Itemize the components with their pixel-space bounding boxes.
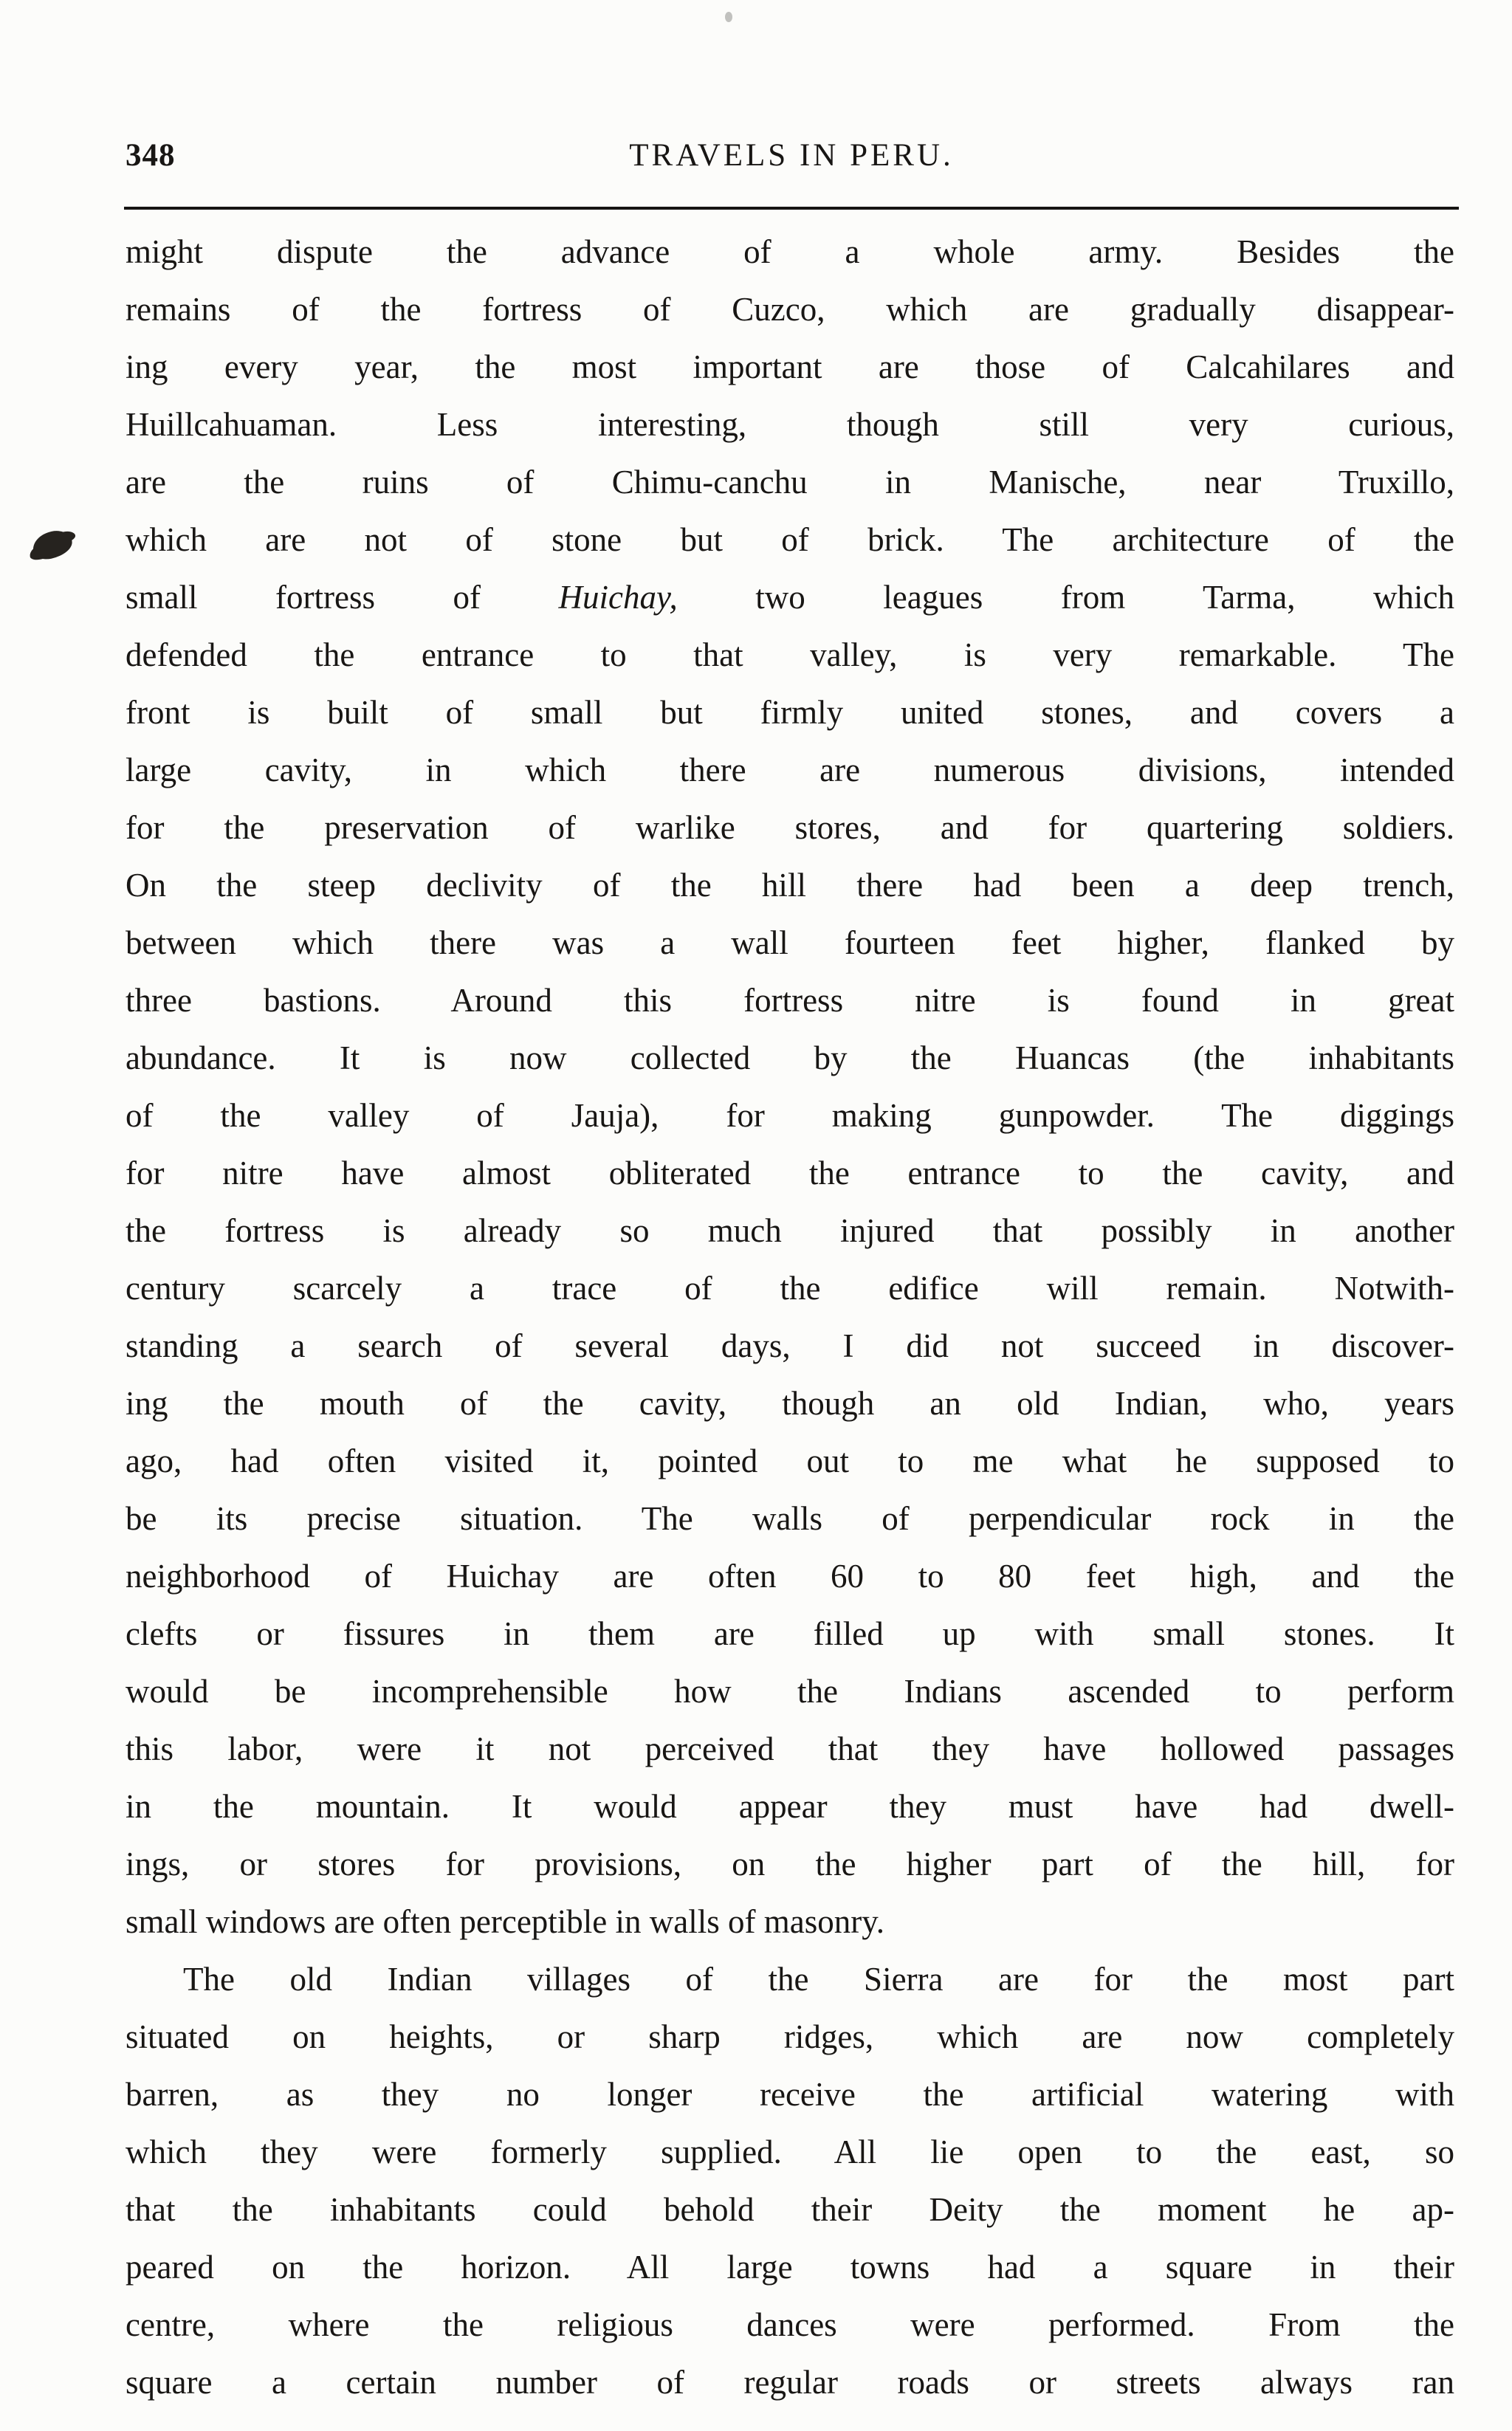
- text-line: this labor, were it not perceived that they have hollowed passages: [126, 1730, 1454, 1767]
- text-line: abundance. It is now collected by the Huancas (the inhabitants: [126, 1039, 1454, 1076]
- text-line: century scarcely a trace of the edifice will remain. Notwith-: [126, 1270, 1454, 1307]
- text-line: barren, as they no longer receive the artificial watering with: [126, 2076, 1454, 2113]
- text-line: would be incomprehensible how the Indians ascended to perform: [126, 1673, 1454, 1710]
- text-line: that the inhabitants could behold their Deity the moment he ap-: [126, 2191, 1454, 2228]
- margin-ink-blot: [30, 528, 75, 562]
- text-line: for nitre have almost obliterated the entrance to the cavity, and: [126, 1155, 1454, 1192]
- text-line: defended the entrance to that valley, is very remarkable. The: [126, 636, 1454, 673]
- text-line: are the ruins of Chimu-canchu in Manische, near Truxillo,: [126, 464, 1454, 501]
- text-line: The old Indian villages of the Sierra are for the most part: [183, 1961, 1454, 1998]
- text-line: small windows are often perceptible in walls of masonry.: [126, 1903, 885, 1940]
- text-line: Huillcahuaman. Less interesting, though still very curious,: [126, 406, 1454, 443]
- text-line: three bastions. Around this fortress nitre is found in great: [126, 982, 1454, 1019]
- text-line: which they were formerly supplied. All lie open to the east, so: [126, 2133, 1454, 2170]
- text-line: centre, where the religious dances were performed. From the: [126, 2306, 1454, 2343]
- text-line: square a certain number of regular roads or streets always ran: [126, 2364, 1454, 2401]
- text-line: which are not of stone but of brick. The architecture of the: [126, 521, 1454, 558]
- running-head-title: TRAVELS IN PERU.: [629, 138, 954, 173]
- text-line: between which there was a wall fourteen feet higher, flanked by: [126, 924, 1454, 961]
- text-line: in the mountain. It would appear they must have had dwell-: [126, 1788, 1454, 1825]
- text-line: might dispute the advance of a whole army. Besides the: [126, 233, 1454, 270]
- text-line: front is built of small but firmly united stones, and covers a: [126, 694, 1454, 731]
- text-line: ing every year, the most important are those of Calcahilares and: [126, 348, 1454, 385]
- text-line: standing a search of several days, I did not succeed in discover-: [126, 1327, 1454, 1364]
- text-line: situated on heights, or sharp ridges, which are now completely: [126, 2018, 1454, 2055]
- text-line: the fortress is already so much injured that possibly in another: [126, 1212, 1454, 1249]
- text-line: of the valley of Jauja), for making gunpowder. The diggings: [126, 1097, 1454, 1134]
- text-line: ings, or stores for provisions, on the higher part of the hill, for: [126, 1846, 1454, 1882]
- text-line: small fortress of Huichay, two leagues from Tarma, which: [126, 579, 1454, 616]
- page-speck: [725, 12, 732, 22]
- text-line: clefts or fissures in them are filled up with small stones. It: [126, 1615, 1454, 1652]
- text-line: On the steep declivity of the hill there had been a deep trench,: [126, 867, 1454, 904]
- text-line: peared on the horizon. All large towns had a square in their: [126, 2249, 1454, 2286]
- text-block: [126, 223, 1454, 2411]
- text-line: be its precise situation. The walls of perpendicular rock in the: [126, 1500, 1454, 1537]
- page-header: [126, 137, 1457, 185]
- text-line: ago, had often visited it, pointed out to me what he supposed to: [126, 1443, 1454, 1479]
- text-line: remains of the fortress of Cuzco, which are gradually disappear-: [126, 291, 1454, 328]
- text-line: large cavity, in which there are numerous divisions, intended: [126, 752, 1454, 788]
- text-line: ing the mouth of the cavity, though an old Indian, who, years: [126, 1385, 1454, 1422]
- page-number: 348: [126, 138, 176, 173]
- text-line: neighborhood of Huichay are often 60 to 80 feet high, and the: [126, 1558, 1454, 1595]
- header-rule: [124, 207, 1459, 210]
- text-line: for the preservation of warlike stores, and for quartering soldiers.: [126, 809, 1454, 846]
